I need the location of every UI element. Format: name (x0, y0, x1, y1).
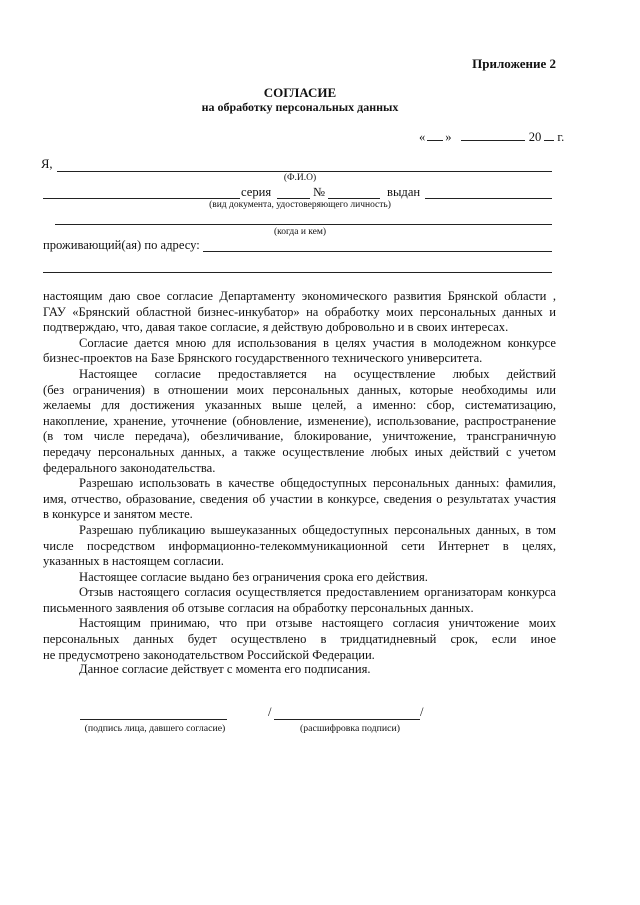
signature-decode-field[interactable] (274, 719, 420, 720)
issued-field[interactable] (425, 198, 552, 199)
body-line: персональных данных будет осуществлено в тридцатидневный срок, если иное (43, 632, 556, 647)
date-day-field[interactable] (427, 140, 443, 141)
fio-caption: (Ф.И.О) (283, 173, 317, 183)
issued-label: выдан (387, 185, 421, 199)
address-field-2[interactable] (43, 272, 552, 273)
body-line: не предусмотрено законодательством Российской Федерации. (43, 647, 375, 662)
signature-field[interactable] (80, 719, 227, 720)
date-year-suffix: г. (557, 130, 565, 144)
body-line: Согласие дается мною для использования в целях участия в молодежном конкурсе (79, 335, 556, 350)
date-month-field[interactable] (461, 140, 525, 141)
appendix-label: Приложение 2 (472, 56, 556, 71)
signature-caption: (подпись лица, давшего согласие) (84, 723, 226, 734)
slash-close: / (420, 705, 424, 719)
body-line: федерального законодательства. (43, 460, 216, 475)
ya-label: Я, (41, 157, 53, 171)
decode-caption: (расшифровка подписи) (299, 723, 400, 734)
body-line: передачу персональных данных, а также осуществление любых иных действий с учетом (43, 444, 556, 459)
when-caption: (когда и кем) (273, 227, 327, 237)
body-line: имя, отчество, образование, сведения об участии в конкурсе, сведения о результатах участия (43, 491, 556, 506)
document-subtitle: на обработку персональных данных (201, 100, 399, 114)
address-field[interactable] (203, 251, 552, 252)
body-line: в конкурсе и занятом месте. (43, 507, 193, 522)
series-field[interactable] (277, 198, 310, 199)
body-line: письменного заявления об отзыве согласия на обработку персональных данных. (43, 600, 474, 615)
consent-body (43, 289, 556, 663)
body-line: ГАУ «Брянский областной бизнес-инкубатор» на обработку моих персональных данных и (43, 304, 556, 319)
body-line: (без ограничения) в отношении моих персональных данных, которые необходимы или (43, 382, 556, 397)
series-label: серия (241, 185, 272, 199)
slash-open: / (268, 705, 272, 719)
date-line (419, 130, 564, 145)
number-field[interactable] (328, 198, 380, 199)
body-line: Настоящим принимаю, что при отзыве настоящего согласия уничтожение моих (79, 616, 556, 631)
body-line: Разрешаю использовать в качестве общедоступных персональных данных: фамилия, (79, 476, 556, 491)
number-label: № (313, 185, 326, 199)
body-line: желаемы для достижения указанных выше целей, а именно: сбор, систематизацию, (43, 398, 556, 413)
body-line: Разрешаю публикацию вышеуказанных общедоступных персональных данных, в том (79, 522, 556, 537)
address-label: проживающий(ая) по адресу: (43, 238, 200, 252)
body-line: настоящим даю свое согласие Департаменту экономического развития Брянской области , (43, 289, 556, 303)
body-line: Настоящее согласие предоставляется на осуществление любых действий (79, 366, 556, 381)
document-title: СОГЛАСИЕ (263, 85, 337, 100)
body-line: подтверждаю, что, давая такое согласие, я действую добровольно и в своих интересах. (43, 320, 509, 335)
body-line: (в том числе передача), обезличивание, блокирование, уничтожение, трансграничную (43, 429, 556, 444)
date-quote-open: « (419, 130, 426, 144)
doc-type-field[interactable] (43, 198, 240, 199)
body-line: Отзыв настоящего согласия осуществляется предоставлением организаторам конкурса (79, 585, 556, 600)
body-line: указанных в настоящем согласии. (43, 554, 224, 569)
date-year-prefix: 20 (528, 130, 542, 144)
body-line: накопление, хранение, уточнение (обновление, изменение), использование, распространение (43, 413, 556, 428)
fio-field[interactable] (57, 171, 552, 172)
body-line: Настоящее согласие выдано без ограничения срока его действия. (79, 569, 428, 584)
body-line: бизнес-проектов на Базе Брянского государственного технического университета. (43, 351, 483, 366)
when-field[interactable] (55, 224, 552, 225)
doc-caption: (вид документа, удостоверяющего личность) (209, 200, 391, 210)
validity-statement: Данное согласие действует с момента его подписания. (79, 662, 371, 676)
date-year-field[interactable] (544, 140, 554, 141)
body-line: числе посредством информационно-телекоммуникационной сети Интернет в целях, (43, 538, 556, 553)
date-quote-close: » (445, 130, 452, 144)
